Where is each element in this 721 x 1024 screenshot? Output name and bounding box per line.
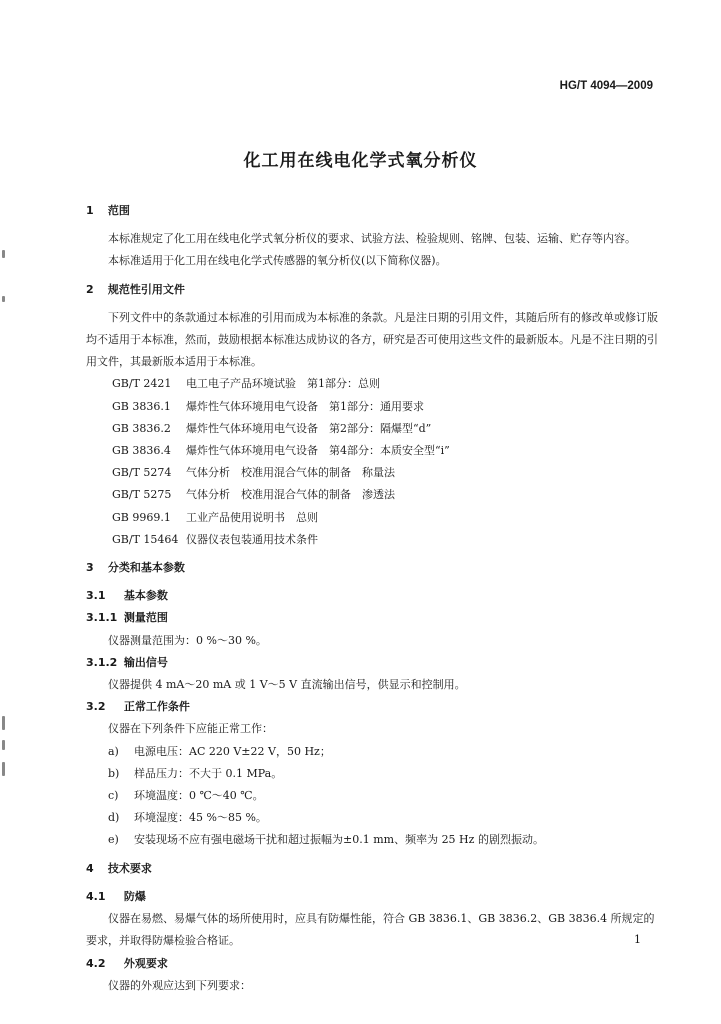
scan-edge-mark xyxy=(2,762,5,776)
section-3-2-heading: 3.2 正常工作条件 xyxy=(86,700,190,714)
section-3-1-2-heading: 3.1.2 输出信号 xyxy=(86,655,168,669)
output-signal-text: 仪器提供 4 mA～20 mA 或 1 V～5 V 直流输出信号，供显示和控制用。 xyxy=(108,678,466,692)
section-4-2-heading: 4.2 外观要求 xyxy=(86,956,168,970)
section-1-paragraph: 本标准规定了化工用在线电化学式氧分析仪的要求、试验方法、检验规则、铭牌、包装、运输、贮存等内容。 xyxy=(108,232,636,246)
reference-item: GB 3836.2 爆炸性气体环境用电气设备 第2部分：隔爆型“d” xyxy=(112,421,432,435)
section-3-1-1-heading: 3.1.1 测量范围 xyxy=(86,611,168,625)
section-3-heading: 3 分类和基本参数 xyxy=(86,561,185,575)
reference-item: GB/T 15464 仪器仪表包装通用技术条件 xyxy=(112,532,318,546)
reference-item: GB 3836.1 爆炸性气体环境用电气设备 第1部分：通用要求 xyxy=(112,399,424,413)
section-1-heading: 1 范围 xyxy=(86,204,130,217)
section-4-1-heading: 4.1 防爆 xyxy=(86,889,146,903)
condition-item: a) 电源电压：AC 220 V±22 V，50 Hz； xyxy=(108,744,331,758)
section-4-heading: 4 技术要求 xyxy=(86,861,152,875)
operating-conditions-intro: 仪器在下列条件下应能正常工作： xyxy=(108,722,273,736)
section-3-1-heading: 3.1 基本参数 xyxy=(86,589,168,603)
condition-item: b) 样品压力：不大于 0.1 MPa。 xyxy=(108,766,283,780)
section-2-paragraph: 下列文件中的条款通过本标准的引用而成为本标准的条款。凡是注日期的引用文件，其随后所有的修改单或修订版均不适用于本标准，然而，鼓励根据本标准达成协议的各方，研究是否可使用这些文件的最新版本。凡是不注日期的引用文件，其最新版本适用于本标准。 xyxy=(86,310,658,369)
explosion-proof-text: 仪器在易燃、易爆气体的场所使用时，应具有防爆性能，符合 GB 3836.1、GB 3836.2、GB 3836.4 所规定的要求，并取得防爆检验合格证。 xyxy=(86,912,655,948)
page-number: 1 xyxy=(634,933,641,946)
reference-item: GB/T 5274 气体分析 校准用混合气体的制备 称量法 xyxy=(112,466,395,480)
condition-item: c) 环境温度：0 ℃～40 ℃。 xyxy=(108,789,264,803)
standard-code: HG/T 4094—2009 xyxy=(559,80,653,92)
scan-edge-mark xyxy=(2,250,5,258)
scan-edge-mark xyxy=(2,296,5,302)
reference-item: GB 9969.1 工业产品使用说明书 总则 xyxy=(112,510,318,524)
scan-edge-mark xyxy=(2,716,5,730)
reference-item: GB/T 5275 气体分析 校准用混合气体的制备 渗透法 xyxy=(112,488,395,502)
appearance-requirements-text: 仪器的外观应达到下列要求： xyxy=(108,978,251,992)
reference-item: GB/T 2421 电工电子产品环境试验 第1部分：总则 xyxy=(112,377,380,391)
reference-item: GB 3836.4 爆炸性气体环境用电气设备 第4部分：本质安全型“i” xyxy=(112,444,450,458)
condition-item: e) 安装现场不应有强电磁场干扰和超过振幅为±0.1 mm、频率为 25 Hz 的剧烈振动。 xyxy=(108,833,544,847)
section-2-heading: 2 规范性引用文件 xyxy=(86,282,185,296)
document-body xyxy=(86,200,664,997)
section-1-paragraph: 本标准适用于化工用在线电化学式传感器的氧分析仪(以下简称仪器)。 xyxy=(108,254,447,268)
measuring-range-text: 仪器测量范围为：0 %～30 %。 xyxy=(108,633,267,647)
document-title: 化工用在线电化学式氧分析仪 xyxy=(243,151,478,171)
scan-edge-mark xyxy=(2,740,5,750)
condition-item: d) 环境湿度：45 %～85 %。 xyxy=(108,811,267,825)
